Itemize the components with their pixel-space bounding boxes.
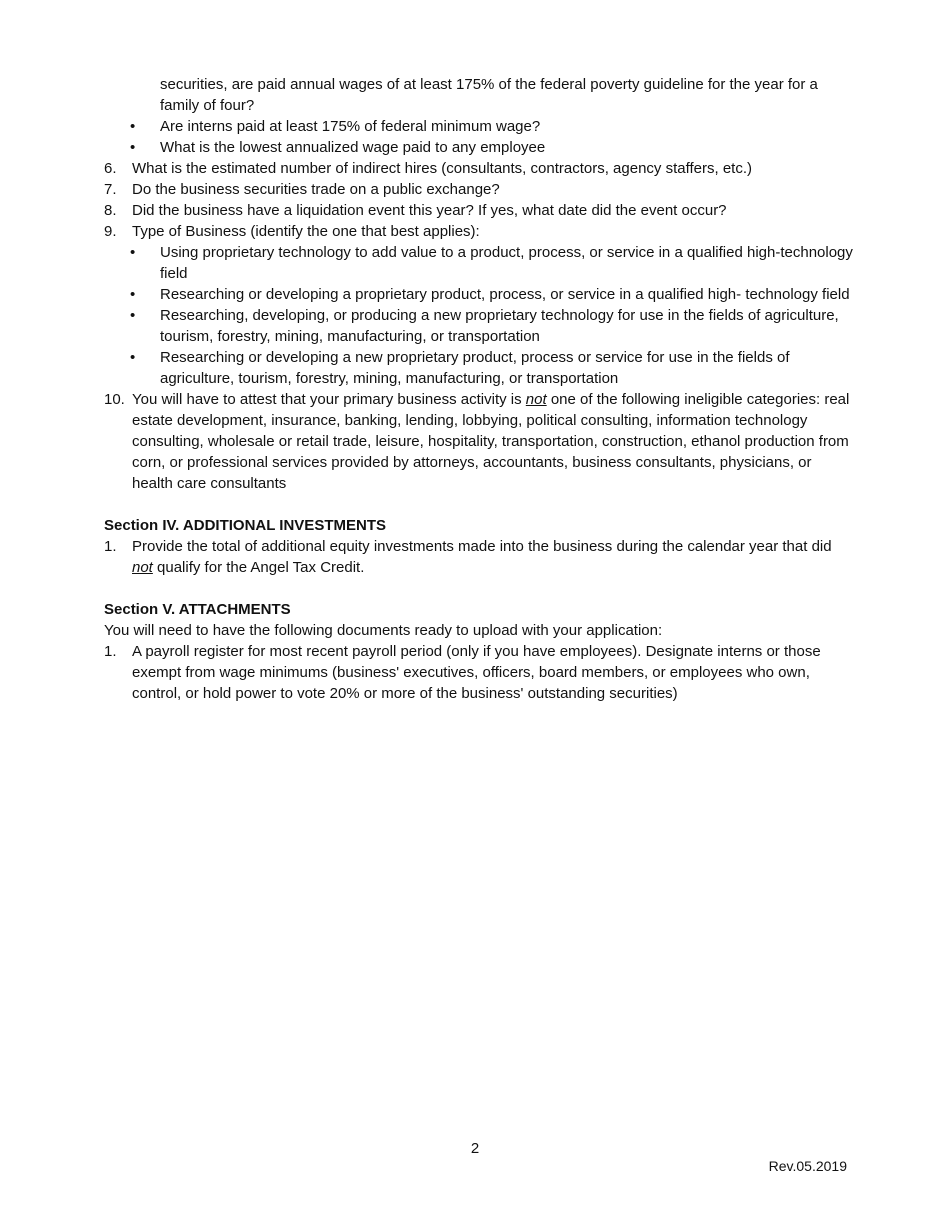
item-text-post: one of the following ineligible categories: real estate development, insurance, banking, lending, lobbying, political consulting, information technology consulting, wholesale or retail trade, leisure, hospitality, transportation, construction, ethanol production from corn, or professional services provided by attorneys, accountants, business consultants, physicians, or health care consultants <box>132 391 850 492</box>
bullet-icon: • <box>130 286 136 303</box>
item-number: 8. <box>104 202 117 219</box>
list-item <box>104 200 854 221</box>
item-text: Did the business have a liquidation event this year? If yes, what date did the event occur? <box>132 202 727 219</box>
business-type-text: Researching or developing a proprietary product, process, or service in a qualified high- technology field <box>160 286 850 303</box>
list-item <box>104 116 854 137</box>
bullet-icon: • <box>130 307 136 324</box>
item-number: 1. <box>104 643 117 660</box>
bullet-text: What is the lowest annualized wage paid to any employee <box>160 139 546 156</box>
item-text: What is the estimated number of indirect hires (consultants, contractors, agency staffers, etc.) <box>132 160 752 177</box>
list-item <box>104 347 854 389</box>
bullet-text: Are interns paid at least 175% of federal minimum wage? <box>160 118 541 135</box>
list-item <box>104 221 854 242</box>
bullet-icon: • <box>130 244 136 261</box>
item-number: 10. <box>104 391 125 408</box>
business-type-text: Researching or developing a new proprietary product, process or service for use in the fields of agriculture, tourism, forestry, mining, manufacturing, or transportation <box>160 349 790 387</box>
section-intro: You will need to have the following documents ready to upload with your application: <box>104 622 663 639</box>
item-text: A payroll register for most recent payroll period (only if you have employees). Designate interns or those exempt from wage minimums (business' executives, officers, board members, or employees who own, control, or hold power to vote 20% or more of the business' outstanding securities) <box>132 643 821 702</box>
item-text-post: qualify for the Angel Tax Credit. <box>152 559 365 576</box>
document-body <box>104 74 854 704</box>
item-text-pre: You will have to attest that your primary business activity is <box>132 391 526 408</box>
item-text: Type of Business (identify the one that best applies): <box>132 223 480 240</box>
page-number: 2 <box>470 1140 480 1157</box>
list-item <box>104 158 854 179</box>
revision-label: Rev.05.2019 <box>768 1158 847 1174</box>
list-item <box>104 305 854 347</box>
item-number: 9. <box>104 223 117 240</box>
item-text <box>132 391 849 492</box>
item-number: 1. <box>104 538 117 555</box>
section-heading: Section IV. ADDITIONAL INVESTMENTS <box>104 517 386 534</box>
item-text: Do the business securities trade on a public exchange? <box>132 181 500 198</box>
section-heading: Section V. ATTACHMENTS <box>104 601 291 618</box>
bullet-icon: • <box>130 349 136 366</box>
list-item <box>104 389 854 494</box>
continuation-text: securities, are paid annual wages of at least 175% of the federal poverty guideline for the year for a family of four? <box>160 76 818 114</box>
emphasis-not: not <box>132 559 153 576</box>
list-item <box>104 242 854 284</box>
bullet-icon: • <box>130 139 136 156</box>
bullet-icon: • <box>130 118 136 135</box>
list-item <box>104 137 854 158</box>
list-item <box>104 536 854 578</box>
list-item <box>104 284 854 305</box>
item-text-pre: Provide the total of additional equity investments made into the business during the calendar year that did <box>132 538 832 555</box>
list-item <box>104 179 854 200</box>
item-text <box>132 538 832 576</box>
list-item <box>104 641 854 704</box>
item-number: 7. <box>104 181 117 198</box>
business-type-text: Using proprietary technology to add value to a product, process, or service in a qualified high-technology field <box>160 244 853 282</box>
item-number: 6. <box>104 160 117 177</box>
business-type-text: Researching, developing, or producing a new proprietary technology for use in the fields of agriculture, tourism, forestry, mining, manufacturing, or transportation <box>160 307 839 345</box>
emphasis-not: not <box>525 391 547 408</box>
